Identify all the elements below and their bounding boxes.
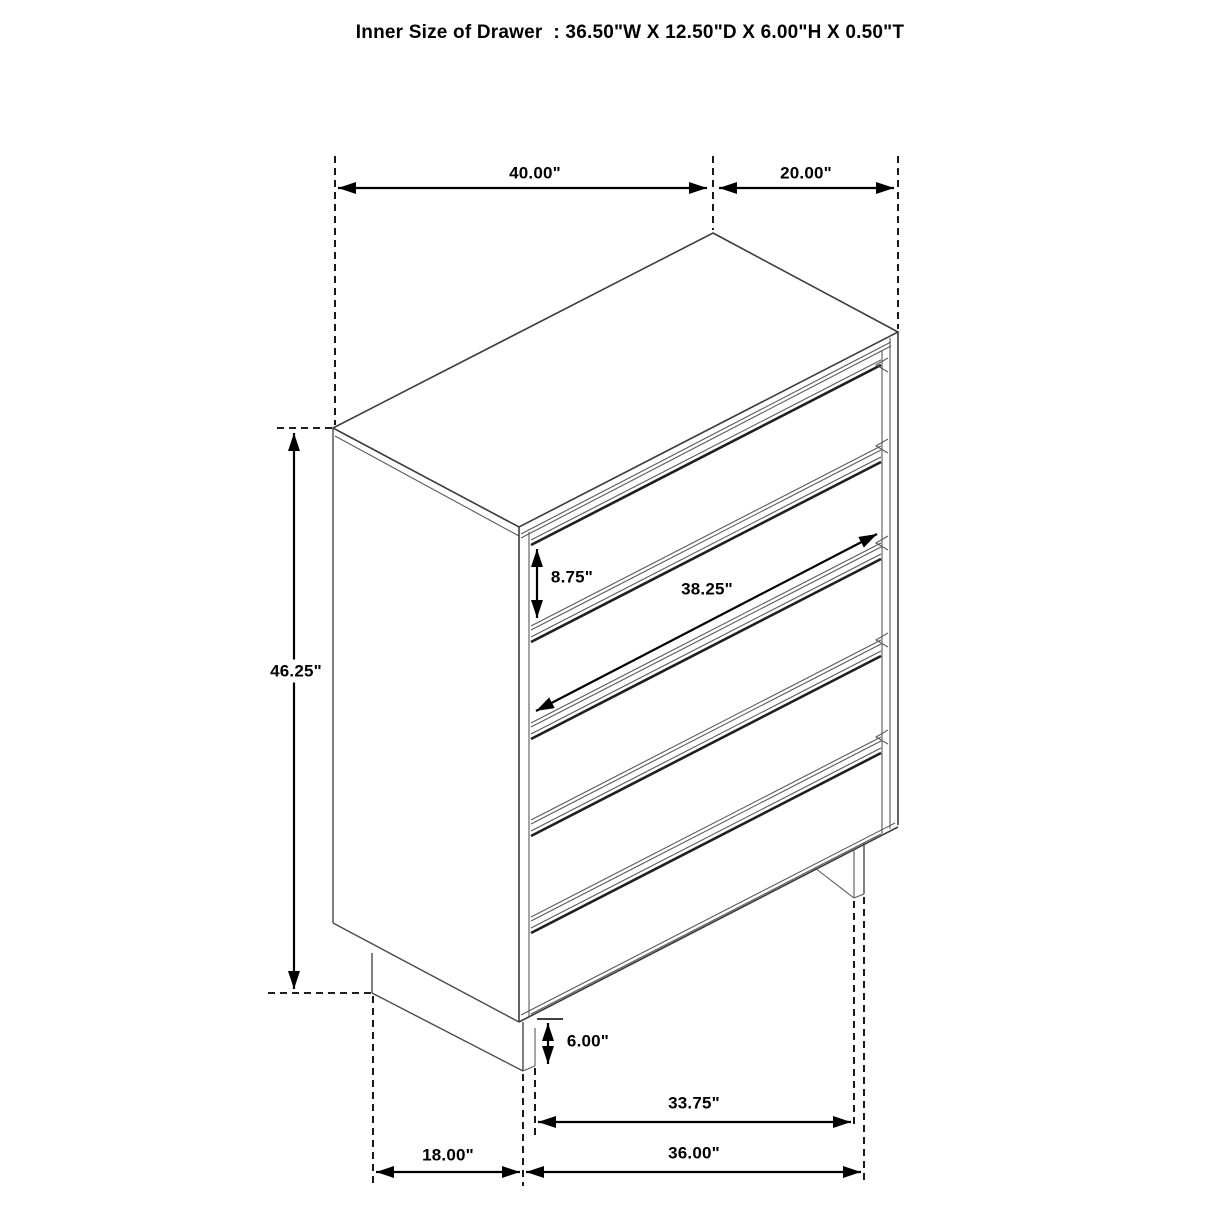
left-panel-bottom [333,923,519,1022]
dim-label-base-width: 36.00" [668,1143,720,1163]
cabinet-outline [333,233,898,1022]
base-left-runner [372,953,535,1071]
dim-label-top-depth: 20.00" [780,163,832,183]
drawer-4 [531,651,881,921]
dim-label-top-width: 40.00" [509,163,561,183]
dim-label-drawer-front-height: 8.75" [550,567,594,587]
bottom-edge [519,827,898,1022]
dim-label-drawer-front-width: 38.25" [681,579,733,599]
dim-label-base-height: 6.00" [566,1031,610,1051]
dim-label-overall-height: 46.25" [265,660,327,683]
top-face [333,233,898,527]
dim-label-base-depth: 18.00" [422,1145,474,1165]
page-title: Inner Size of Drawer : 36.50"W X 12.50"D X 6.00"H X 0.50"T [355,22,905,43]
drawer-5 [531,748,881,1014]
dim-label-base-inner-width: 33.75" [668,1093,720,1113]
